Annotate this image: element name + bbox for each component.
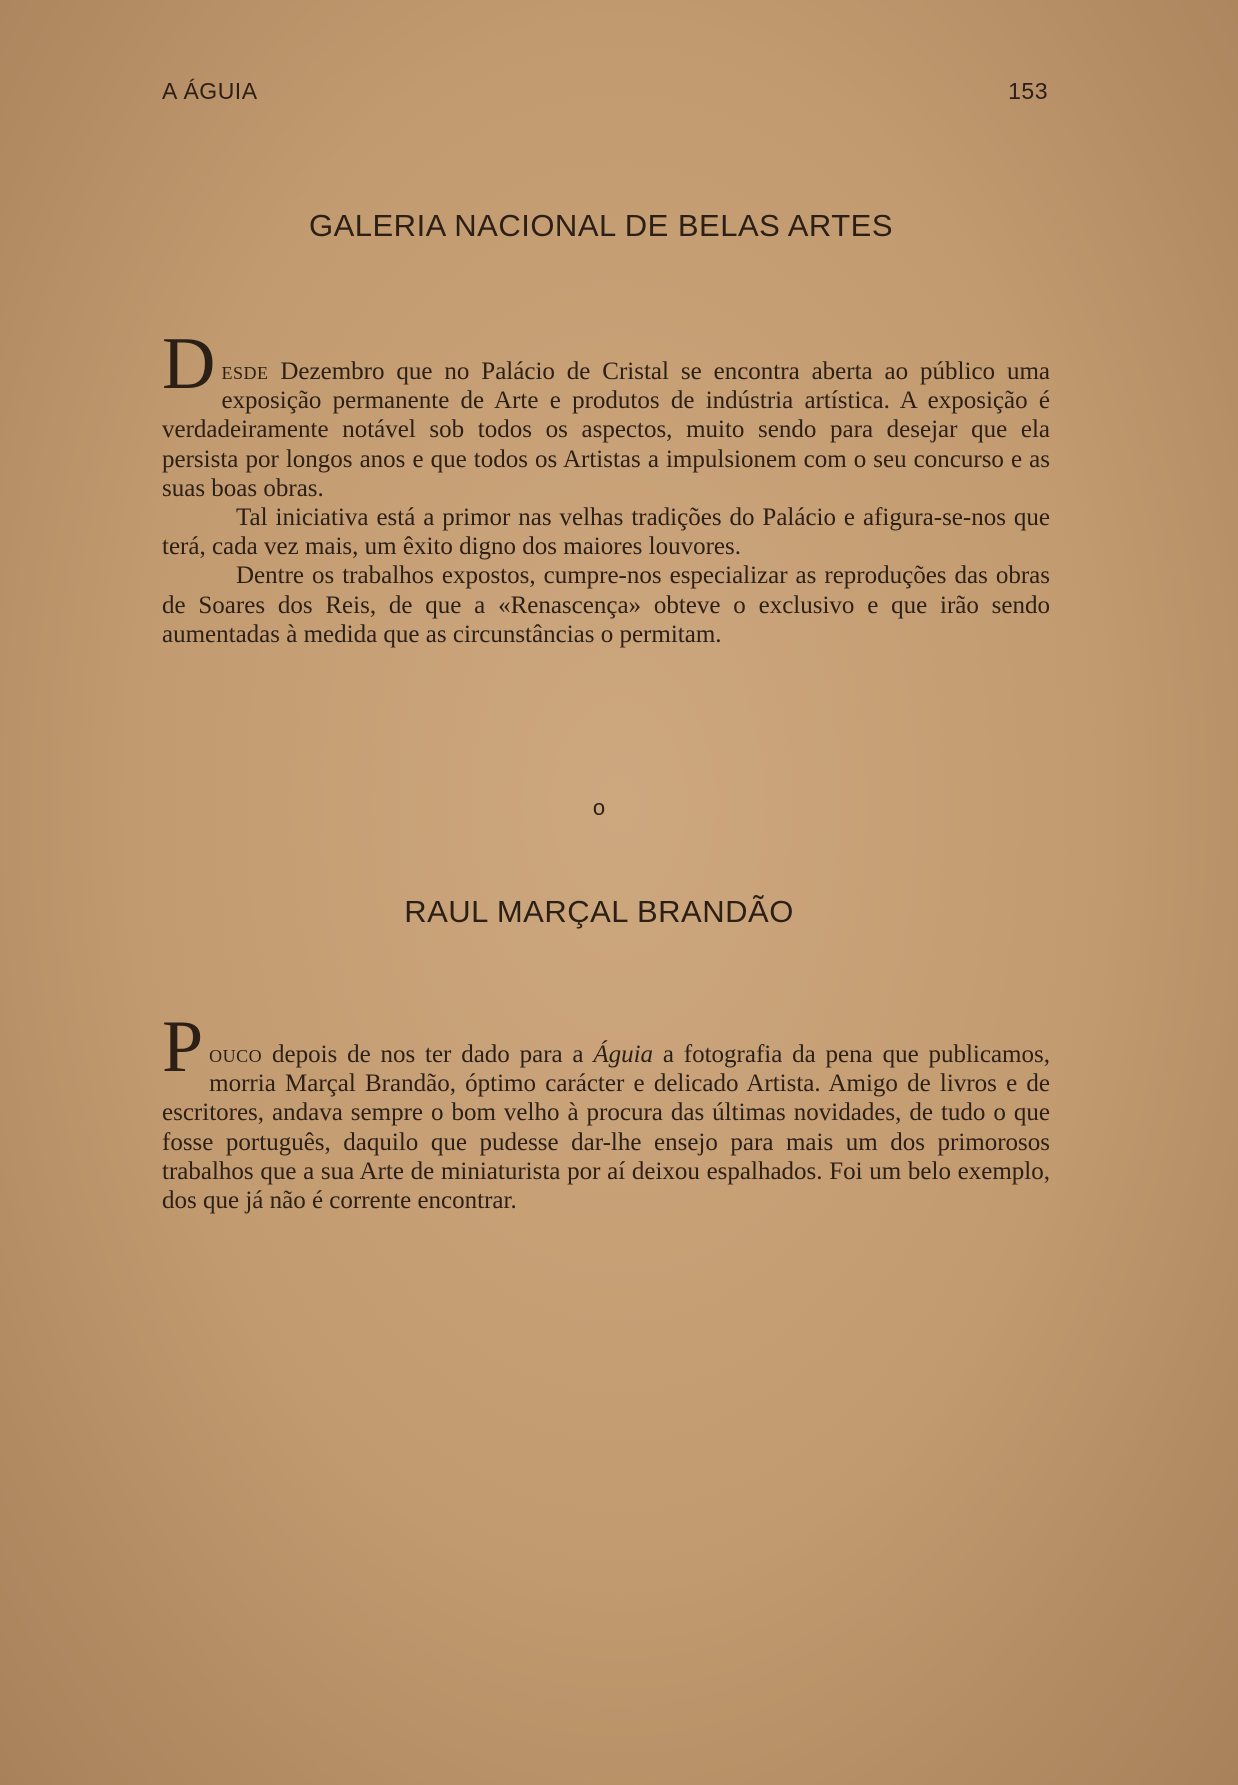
journal-title-italic: Águia	[593, 1041, 654, 1068]
page-number: 153	[1008, 78, 1048, 104]
drop-cap: P	[162, 1006, 204, 1088]
paragraph-text: a fotografia da pena que publicamos, morria Marçal Brandão, óptimo carácter e delicado Artista. Amigo de livros e de escritores, andava sempre o bom velho à procura das últimas novidades, de tudo o que fosse português, daquilo que pudesse dar-lhe ensejo para mais um dos primorosos trabalhos que a sua Arte de miniaturista por aí deixou espalhados. Foi um belo exemplo, dos que já não é corrente encontrar.	[162, 1041, 1050, 1215]
article-body-raul	[162, 1006, 1050, 1215]
article-body-galeria	[162, 323, 1050, 649]
paragraph-text: depois de nos ter dado para a	[262, 1041, 594, 1068]
article-title-galeria: GALERIA NACIONAL DE BELAS ARTES	[308, 208, 894, 243]
paragraph	[162, 1006, 1050, 1215]
drop-cap: D	[162, 323, 216, 405]
opening-word: esde	[221, 358, 269, 385]
journal-name: A ÁGUIA	[162, 78, 258, 104]
opening-word: ouco	[209, 1041, 263, 1068]
paragraph-text: Dezembro que no Palácio de Cristal se encontra aberta ao público uma exposição permanente de Arte e produtos de indústria artística. A exposição é verdadeiramente notável sob todos os aspectos, muito sendo para desejar que ela persista por longos anos e que todos os Artistas a impulsionem com o seu concurso e as suas boas obras.	[162, 358, 1050, 502]
section-separator: o	[592, 795, 606, 820]
paragraph: Dentre os trabalhos expostos, cumpre-nos especializar as reproduções das obras de Soares dos Reis, de que a «Renascença» obteve o exclusivo e que irão sendo aumentadas à medida que as circunstâncias o permitam.	[162, 562, 1050, 648]
article-title-raul: RAUL MARÇAL BRANDÃO	[404, 894, 794, 929]
paragraph: Tal iniciativa está a primor nas velhas tradições do Palácio e afigura-se-nos que terá, cada vez mais, um êxito digno dos maiores louvores.	[162, 504, 1050, 561]
running-head	[162, 78, 1048, 108]
paragraph	[162, 323, 1050, 503]
